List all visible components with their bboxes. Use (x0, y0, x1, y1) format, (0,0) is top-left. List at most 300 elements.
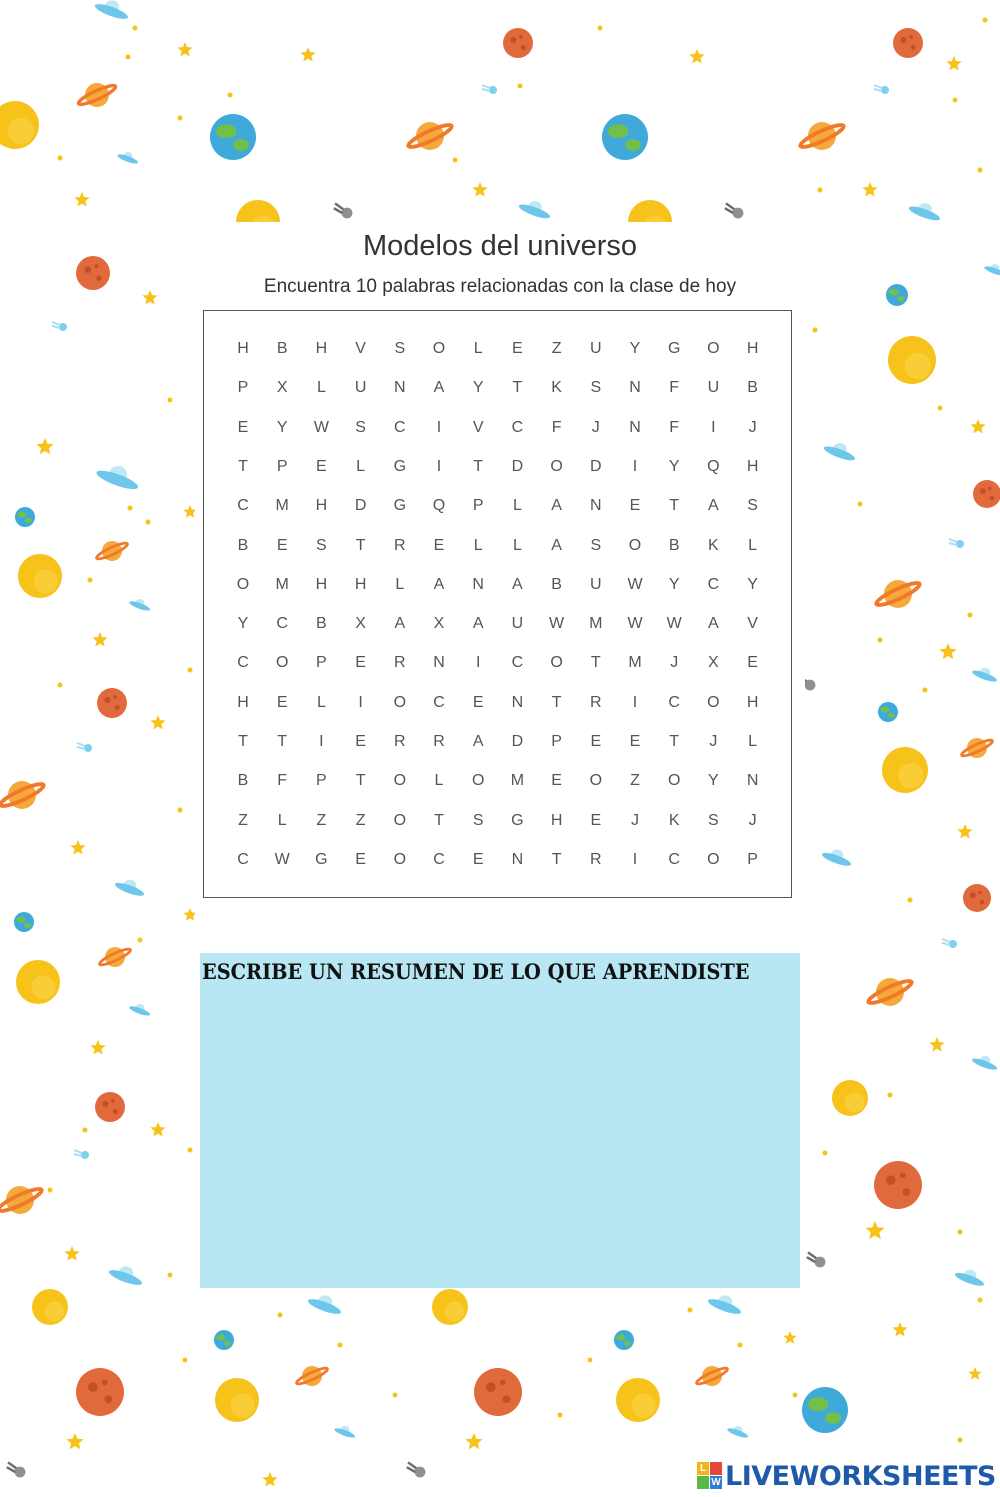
grid-letter[interactable]: E (472, 850, 484, 868)
grid-letter[interactable]: H (237, 693, 249, 711)
grid-letter[interactable]: F (277, 772, 288, 790)
grid-letter[interactable]: L (316, 379, 326, 397)
sun-icon (0, 101, 39, 149)
grid-letter[interactable]: P (316, 772, 327, 790)
star-dot-icon (983, 18, 988, 23)
star-icon (970, 419, 985, 434)
sun-icon (616, 1378, 660, 1422)
grid-letter[interactable]: H (354, 575, 367, 593)
star-dot-icon (958, 1230, 963, 1235)
grid-letter[interactable]: C (237, 654, 249, 672)
grid-letter[interactable]: W (313, 418, 329, 436)
grid-letter[interactable]: C (668, 850, 680, 868)
saturn-icon (874, 580, 921, 609)
grid-letter[interactable]: W (627, 575, 643, 593)
grid-letter[interactable]: S (747, 497, 758, 515)
grid-letter[interactable]: X (433, 615, 445, 633)
ufo-icon (107, 1266, 143, 1287)
grid-letter[interactable]: Q (707, 457, 720, 475)
grid-letter[interactable]: B (237, 772, 249, 790)
mars-icon (474, 1368, 522, 1416)
grid-letter[interactable]: T (551, 850, 562, 868)
star-dot-icon (818, 188, 823, 193)
grid-letter[interactable]: Y (276, 418, 288, 436)
star-dot-icon (58, 156, 63, 161)
star-dot-icon (178, 116, 183, 121)
grid-letter[interactable]: I (319, 733, 324, 750)
grid-letter[interactable]: E (472, 693, 484, 711)
summary-textbox[interactable] (200, 953, 800, 1288)
grid-letter[interactable]: E (433, 536, 445, 554)
grid-letter[interactable]: H (237, 340, 249, 357)
star-icon (92, 632, 107, 647)
star-icon (64, 1246, 79, 1261)
ufo-icon (971, 668, 998, 684)
mars-icon (95, 1092, 125, 1122)
star-icon (150, 1122, 165, 1137)
star-dot-icon (978, 1298, 983, 1303)
grid-letter[interactable]: E (316, 457, 327, 475)
star-icon (177, 42, 192, 57)
grid-letter[interactable]: P (472, 497, 484, 515)
star-dot-icon (188, 668, 193, 673)
grid-letter[interactable]: O (707, 693, 720, 711)
star-dot-icon (793, 1393, 798, 1398)
grid-letter[interactable]: N (511, 693, 524, 711)
grid-letter[interactable]: T (355, 536, 366, 554)
grid-letter[interactable]: W (666, 615, 682, 633)
star-icon (465, 1433, 482, 1449)
grid-letter[interactable]: R (394, 733, 406, 750)
grid-letter[interactable]: O (707, 850, 720, 868)
grid-letter[interactable]: L (473, 340, 483, 357)
liveworksheets-logo (697, 1459, 996, 1493)
grid-letter[interactable]: I (358, 693, 363, 711)
grid-letter[interactable]: M (589, 615, 603, 633)
comet-icon (949, 539, 964, 548)
grid-letter[interactable]: I (711, 418, 716, 436)
star-dot-icon (453, 158, 458, 163)
grid-letter[interactable]: J (709, 733, 718, 750)
grid-letter[interactable]: S (472, 811, 484, 829)
grid-letter[interactable]: S (590, 379, 602, 397)
comet-icon (482, 85, 497, 94)
grid-letter[interactable]: J (670, 654, 679, 672)
ufo-icon (116, 152, 139, 165)
grid-letter[interactable]: T (355, 772, 366, 790)
grid-letter[interactable]: N (629, 379, 641, 397)
grid-letter[interactable]: D (511, 733, 524, 750)
grid-letter[interactable]: T (551, 693, 562, 711)
grid-row (204, 378, 793, 398)
grid-letter[interactable]: J (748, 418, 757, 436)
grid-row (204, 850, 793, 870)
grid-letter[interactable]: I (475, 654, 481, 672)
logo-badge-square (697, 1476, 709, 1489)
star-icon (90, 1040, 105, 1055)
grid-letter[interactable]: T (238, 733, 248, 750)
grid-letter[interactable]: B (747, 379, 758, 397)
grid-letter[interactable]: T (590, 654, 601, 672)
grid-letter[interactable]: C (511, 654, 524, 672)
grid-letter[interactable]: N (629, 418, 641, 436)
grid-letter[interactable]: O (589, 772, 603, 790)
grid-letter[interactable]: K (551, 379, 562, 397)
grid-letter[interactable]: I (436, 418, 442, 436)
grid-letter[interactable]: T (512, 379, 523, 397)
star-dot-icon (518, 84, 523, 89)
grid-letter[interactable]: H (746, 693, 759, 711)
grid-letter[interactable]: M (275, 575, 289, 593)
grid-letter[interactable]: O (432, 340, 446, 357)
ufo-icon (306, 1295, 342, 1316)
grid-letter[interactable]: Z (551, 340, 562, 357)
grid-letter[interactable]: Y (747, 575, 758, 593)
grid-letter[interactable]: N (511, 850, 524, 868)
star-dot-icon (133, 26, 138, 31)
grid-letter[interactable]: B (551, 575, 562, 593)
grid-row (204, 418, 793, 438)
grid-letter[interactable]: P (747, 850, 758, 868)
grid-letter[interactable]: S (316, 536, 327, 554)
grid-letter[interactable]: X (355, 615, 366, 633)
grid-letter[interactable]: B (276, 340, 288, 357)
grid-letter[interactable]: Z (355, 811, 366, 829)
grid-letter[interactable]: I (632, 457, 638, 475)
star-icon (66, 1433, 83, 1449)
grid-letter[interactable]: A (551, 497, 562, 515)
meteor-icon (725, 203, 744, 218)
ufo-icon (114, 880, 146, 899)
grid-letter[interactable]: E (276, 536, 288, 554)
grid-letter[interactable]: G (511, 811, 524, 829)
grid-letter[interactable]: Z (316, 811, 327, 829)
grid-letter[interactable]: L (748, 733, 758, 750)
grid-letter[interactable]: R (590, 850, 602, 868)
grid-letter[interactable]: T (669, 733, 680, 750)
grid-row (204, 457, 793, 477)
saturn-icon (77, 83, 118, 108)
star-icon (892, 1322, 907, 1337)
comet-icon (74, 1150, 89, 1159)
grid-letter[interactable]: L (512, 536, 522, 554)
grid-letter[interactable]: Y (708, 772, 719, 790)
grid-letter[interactable]: E (629, 497, 641, 515)
grid-letter[interactable]: D (354, 497, 367, 515)
star-icon (300, 47, 315, 62)
page-title: Modelos del universo (362, 230, 638, 262)
grid-letter[interactable]: S (590, 536, 602, 554)
grid-letter[interactable]: Q (432, 497, 446, 515)
logo-badge-square (710, 1462, 722, 1475)
grid-letter[interactable]: R (394, 536, 406, 554)
grid-letter[interactable]: I (436, 457, 442, 475)
grid-letter[interactable]: W (274, 850, 290, 868)
grid-letter[interactable]: Y (472, 379, 484, 397)
comet-icon (942, 939, 957, 948)
grid-letter[interactable]: G (393, 457, 407, 475)
logo-badge-icon (697, 1462, 723, 1490)
grid-letter[interactable]: N (746, 772, 759, 790)
grid-letter[interactable]: E (276, 693, 288, 711)
grid-letter[interactable]: B (237, 536, 249, 554)
grid-letter[interactable]: L (512, 497, 522, 515)
grid-letter[interactable]: O (471, 772, 485, 790)
grid-row (204, 575, 793, 595)
star-dot-icon (128, 506, 133, 511)
saturn-icon (695, 1366, 729, 1387)
sun-icon (432, 1289, 468, 1325)
grid-letter[interactable]: T (277, 733, 288, 750)
star-dot-icon (878, 638, 883, 643)
grid-letter[interactable]: C (433, 693, 445, 711)
star-dot-icon (338, 1343, 343, 1348)
grid-letter[interactable]: O (667, 772, 681, 790)
grid-letter[interactable]: N (590, 497, 602, 515)
grid-letter[interactable]: E (355, 733, 366, 750)
grid-letter[interactable]: E (355, 654, 366, 672)
star-dot-icon (738, 1343, 743, 1348)
earth-icon (878, 702, 898, 722)
grid-letter[interactable]: D (511, 457, 524, 475)
grid-letter[interactable]: O (550, 654, 563, 672)
grid-letter[interactable]: Z (238, 811, 248, 829)
grid-letter[interactable]: W (549, 615, 565, 633)
grid-letter[interactable]: Y (668, 457, 680, 475)
grid-letter[interactable]: O (275, 654, 289, 672)
grid-letter[interactable]: O (707, 340, 720, 357)
grid-letter[interactable]: C (433, 850, 445, 868)
grid-letter[interactable]: P (316, 654, 327, 672)
star-dot-icon (938, 406, 943, 411)
star-icon (70, 840, 85, 855)
earth-icon (602, 114, 648, 160)
grid-letter[interactable]: K (708, 536, 719, 554)
logo-badge-l: L (697, 1462, 709, 1475)
grid-letter[interactable]: X (708, 654, 719, 672)
grid-letter[interactable]: H (746, 457, 759, 475)
grid-letter[interactable]: I (632, 693, 638, 711)
star-dot-icon (146, 520, 151, 525)
grid-row (204, 693, 793, 713)
grid-letter[interactable]: L (277, 811, 287, 829)
grid-letter[interactable]: S (708, 811, 719, 829)
grid-letter[interactable]: Y (668, 575, 680, 593)
grid-letter[interactable]: A (708, 497, 719, 515)
grid-letter[interactable]: H (315, 575, 328, 593)
grid-letter[interactable]: G (315, 850, 328, 868)
grid-letter[interactable]: T (238, 457, 248, 475)
grid-letter[interactable]: E (237, 418, 249, 436)
grid-letter[interactable]: M (510, 772, 525, 790)
grid-letter[interactable]: A (551, 536, 562, 554)
grid-letter[interactable]: Y (237, 615, 249, 633)
grid-letter[interactable]: A (433, 575, 445, 593)
grid-letter[interactable]: C (394, 418, 406, 436)
grid-letter[interactable]: O (393, 850, 407, 868)
star-dot-icon (968, 613, 973, 618)
grid-letter[interactable]: E (590, 811, 602, 829)
grid-letter[interactable]: Z (630, 772, 640, 790)
grid-letter[interactable]: L (434, 772, 444, 790)
ufo-icon (333, 1426, 356, 1439)
grid-letter[interactable]: L (473, 536, 483, 554)
grid-letter[interactable]: E (590, 733, 602, 750)
grid-letter[interactable]: L (356, 457, 366, 475)
grid-letter[interactable]: C (668, 693, 680, 711)
grid-letter[interactable]: U (354, 379, 367, 397)
grid-letter[interactable]: A (433, 379, 445, 397)
mars-icon (874, 1161, 922, 1209)
star-dot-icon (188, 1148, 193, 1153)
grid-letter[interactable]: Y (629, 340, 641, 357)
grid-letter[interactable]: D (590, 457, 602, 475)
grid-letter[interactable]: T (473, 457, 484, 475)
grid-letter[interactable]: B (316, 615, 327, 633)
star-dot-icon (83, 1128, 88, 1133)
grid-letter[interactable]: E (551, 772, 562, 790)
grid-letter[interactable]: J (591, 418, 600, 436)
ufo-icon (93, 0, 129, 21)
grid-letter[interactable]: J (748, 811, 757, 829)
grid-letter[interactable]: J (631, 811, 639, 829)
saturn-icon (98, 947, 132, 968)
grid-letter[interactable]: A (394, 615, 406, 633)
grid-letter[interactable]: T (434, 811, 444, 829)
grid-letter[interactable]: G (667, 340, 681, 357)
earth-icon (14, 912, 34, 932)
grid-letter[interactable]: V (472, 418, 484, 436)
ufo-icon (518, 201, 552, 221)
grid-letter[interactable]: G (393, 497, 407, 515)
saturn-icon (0, 1186, 44, 1215)
sun-icon (32, 1289, 68, 1325)
grid-row (204, 496, 793, 516)
star-dot-icon (688, 1308, 693, 1313)
star-icon (689, 49, 704, 64)
grid-letter[interactable]: P (237, 379, 249, 397)
grid-letter[interactable]: H (315, 497, 328, 515)
grid-letter[interactable]: T (669, 497, 680, 515)
grid-letter[interactable]: P (276, 457, 288, 475)
grid-letter[interactable]: C (237, 497, 249, 515)
saturn-icon (0, 781, 46, 810)
star-dot-icon (168, 1273, 173, 1278)
mars-icon (973, 480, 1000, 508)
saturn-icon (95, 541, 129, 562)
grid-letter[interactable]: U (511, 615, 524, 633)
star-dot-icon (126, 55, 131, 60)
grid-letter[interactable]: C (276, 615, 288, 633)
grid-letter[interactable]: L (395, 575, 405, 593)
grid-letter[interactable]: O (393, 811, 407, 829)
grid-letter[interactable]: N (433, 654, 445, 672)
grid-letter[interactable]: H (550, 811, 563, 829)
grid-letter[interactable]: A (472, 615, 484, 633)
star-dot-icon (58, 683, 63, 688)
grid-letter[interactable]: O (393, 693, 407, 711)
grid-letter[interactable]: N (472, 575, 484, 593)
grid-letter[interactable]: R (394, 654, 406, 672)
grid-letter[interactable]: F (669, 379, 680, 397)
saturn-icon (295, 1366, 329, 1387)
star-dot-icon (178, 808, 183, 813)
star-dot-icon (393, 1393, 398, 1398)
saturn-icon (406, 122, 453, 151)
grid-letter[interactable]: R (433, 733, 445, 750)
grid-letter[interactable]: C (237, 850, 249, 868)
grid-letter[interactable]: S (394, 340, 406, 357)
star-icon (929, 1037, 944, 1052)
grid-letter[interactable]: N (394, 379, 406, 397)
grid-letter[interactable]: M (275, 497, 289, 515)
star-icon (862, 182, 877, 197)
star-icon (150, 715, 165, 730)
grid-letter[interactable]: H (746, 340, 759, 357)
star-icon (36, 438, 53, 454)
grid-letter[interactable]: A (512, 575, 523, 593)
grid-letter[interactable]: F (551, 418, 562, 436)
grid-letter[interactable]: S (355, 418, 366, 436)
grid-letter[interactable]: H (315, 340, 328, 357)
sun-icon (215, 1378, 259, 1422)
star-icon (957, 824, 972, 839)
grid-letter[interactable]: E (355, 850, 366, 868)
star-dot-icon (958, 1438, 963, 1443)
mars-icon (97, 688, 127, 718)
grid-letter[interactable]: L (316, 693, 326, 711)
grid-letter[interactable]: U (590, 575, 602, 593)
grid-letter[interactable]: M (628, 654, 642, 672)
grid-letter[interactable]: O (236, 575, 250, 593)
grid-letter[interactable]: A (708, 615, 719, 633)
grid-letter[interactable]: B (668, 536, 680, 554)
grid-letter[interactable]: O (550, 457, 563, 475)
grid-letter[interactable]: W (627, 615, 643, 633)
earth-icon (210, 114, 256, 160)
grid-letter[interactable]: F (669, 418, 680, 436)
meteor-icon (334, 203, 353, 218)
grid-letter[interactable]: E (747, 654, 758, 672)
grid-letter[interactable]: K (668, 811, 680, 829)
grid-letter[interactable]: U (590, 340, 602, 357)
grid-letter[interactable]: P (551, 733, 562, 750)
star-dot-icon (598, 26, 603, 31)
grid-letter[interactable]: A (472, 733, 484, 750)
grid-letter[interactable]: O (393, 772, 407, 790)
grid-letter[interactable]: X (276, 379, 288, 397)
grid-letter[interactable]: O (628, 536, 642, 554)
grid-letter[interactable]: E (629, 733, 641, 750)
grid-letter[interactable]: C (511, 418, 524, 436)
grid-letter[interactable]: V (747, 615, 758, 633)
grid-letter[interactable]: R (590, 693, 602, 711)
grid-letter[interactable]: V (355, 340, 366, 357)
grid-letter[interactable]: U (707, 379, 720, 397)
grid-row (204, 339, 793, 359)
star-icon (783, 1331, 796, 1344)
sun-icon (832, 1080, 868, 1116)
grid-letter[interactable]: L (748, 536, 758, 554)
earth-icon (15, 507, 35, 527)
logo-text: LIVEWORKSHEETS (725, 1460, 996, 1492)
grid-letter[interactable]: C (707, 575, 720, 593)
ufo-icon (908, 203, 942, 223)
star-icon (262, 1472, 277, 1487)
grid-letter[interactable]: E (512, 340, 523, 357)
grid-row (204, 811, 793, 831)
grid-letter[interactable]: I (632, 850, 638, 868)
